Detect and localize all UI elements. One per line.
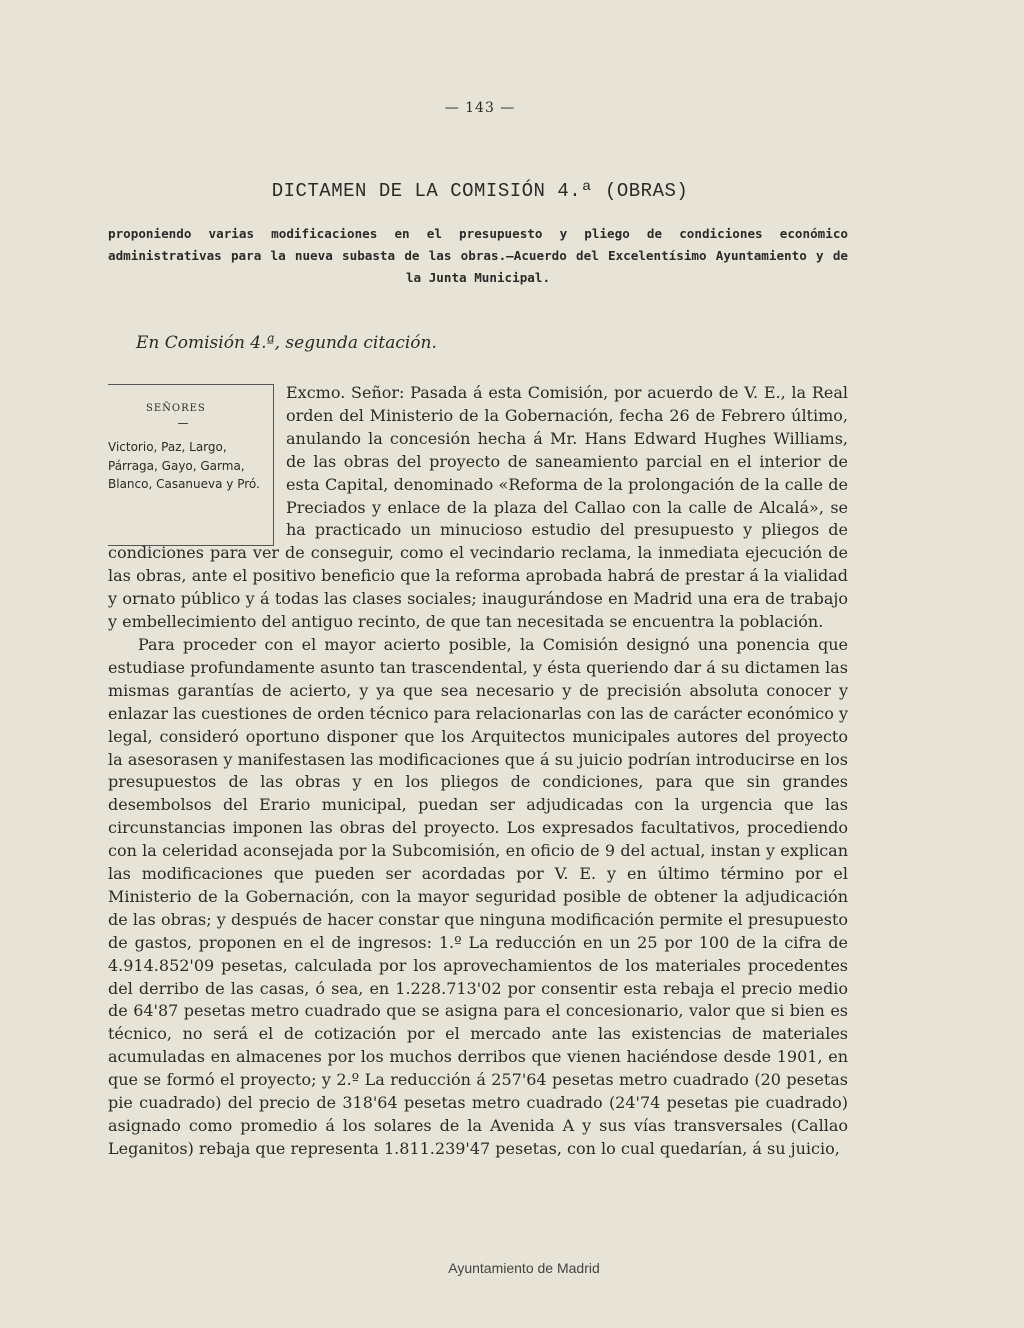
document-title: DICTAMEN DE LA COMISIÓN 4.ª (OBRAS) <box>271 180 689 202</box>
members-names: Victorio, Paz, Largo, Párraga, Gayo, Garma, Blanco, Casanueva y Pró. <box>108 440 260 491</box>
subtitle-text: proponiendo varias modificaciones en el presupuesto y pliego de condiciones económico administrativas para la nueva subasta de las obras.—Acuerdo del Excelentísimo Ayuntamiento y de la Junta Municipal. <box>108 226 848 285</box>
document-body <box>108 382 848 1161</box>
members-label: SEÑORES <box>146 403 206 414</box>
paragraph-2: Para proceder con el mayor acierto posible, la Comisión designó una ponencia que estudiase profundamente asunto tan trascendental, y ésta queriendo dar á su dictamen las mismas garantías de acierto, y ya que sea necesario y de precisión absoluta conocer y enlazar las cuestiones de orden técnico para relacionarlas con las de carácter económico y legal, consideró oportuno disponer que los Arquitectos municipales autores del proyecto la asesorasen y manifestasen las modificaciones que á su juicio podrían introducirse en los presupuestos de las obras y en los pliegos de condiciones, para que sin grandes desembolsos del Erario municipal, puedan ser adjudicadas con la urgencia que las circunstancias imponen las obras del proyecto. Los expresados facultativos, procediendo con la celeridad aconsejada por la Subcomisión, en oficio de 9 del actual, instan y explican las modificaciones que pueden ser acordadas por V. E. y en último término por el Ministerio de la Gobernación, con la mayor seguridad posible de obtener la adjudicación de las obras; y después de hacer constar que ninguna modificación permite el presupuesto de gastos, proponen en el de ingresos: 1.º La reducción en un 25 por 100 de la cifra de 4.914.852'09 pesetas, calculada por los aprovechamientos de los materiales procedentes del derribo de las casas, ó sea, en 1.228.713'02 por consentir esta rebaja el precio medio de 64'87 pesetas metro cuadrado que se asigna para el concesionario, valor que si bien es técnico, no será el de cotización por el mercado ante las existencias de materiales acumuladas en almacenes por los muchos derribos que vienen haciéndose desde 1901, en que se formó el proyecto; y 2.º La reducción á 257'64 pesetas metro cuadrado (20 pesetas pie cuadrado) del precio de 318'64 pesetas metro cuadrado (24'74 pesetas pie cuadrado) asignado como promedio á los solares de la Avenida A y sus vías transversales (Callao Leganitos) rebaja que representa 1.811.239'47 pesetas, con lo cual quedarían, á su juicio, <box>108 634 848 1158</box>
page-number: — 143 — <box>444 100 516 116</box>
sidebox-spacer <box>108 382 286 542</box>
document-subtitle <box>108 223 848 289</box>
commission-citation: En Comisión 4.ª, segunda citación. <box>136 333 437 353</box>
paragraph-1: Excmo. Señor: Pasada á esta Comisión, por acuerdo de V. E., la Real orden del Ministerio de la Gobernación, fecha 26 de Febrero último, anulando la concesión hecha á Mr. Hans Edward Hughes Williams, de las obras del proyecto de saneamiento parcial en el interior de esta Capital, denominado «Reforma de la prolongación de la calle de Preciados y enlace de la plaza del Callao con la calle de Alcalá», se ha practicado un minucioso estudio del presupuesto y pliegos de condiciones para ver de conseguir, como el vecindario reclama, la inmediata ejecución de las obras, ante el positivo beneficio que la reforma aprobada habrá de prestar á la vialidad y ornato público y á todas las clases sociales; inaugurándose en Madrid una era de trabajo y embellecimiento del antiguo recinto, de que tan necesitada se encuentra la población. <box>108 383 848 632</box>
footer-source: Ayuntamiento de Madrid <box>448 1260 600 1276</box>
